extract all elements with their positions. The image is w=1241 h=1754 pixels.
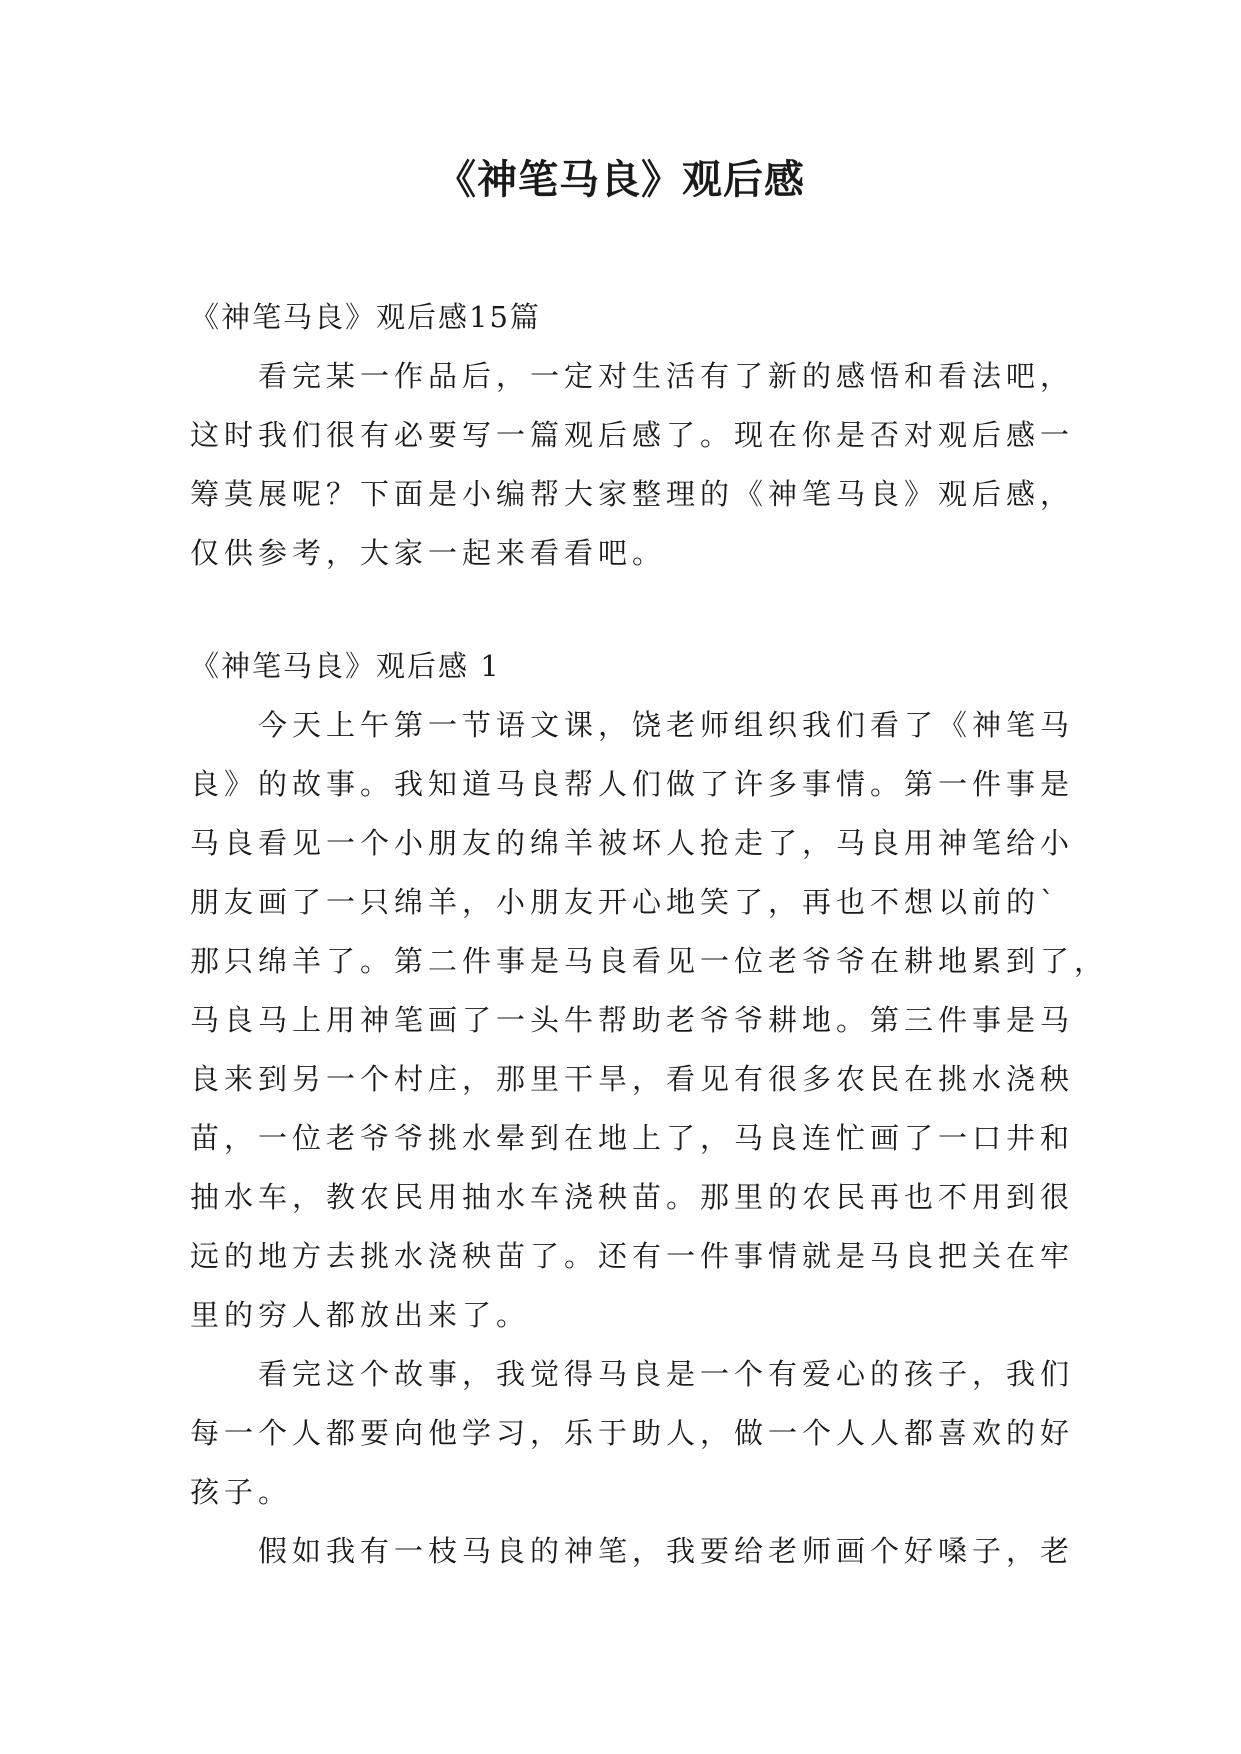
section-heading: 《神笔马良》观后感 1	[190, 649, 501, 683]
document-title: 《神笔马良》观后感	[436, 157, 805, 203]
paragraph-line: 看完这个故事，我觉得马良是一个有爱心的孩子，我们	[258, 1357, 1075, 1391]
document-subtitle: 《神笔马良》观后感15篇	[190, 300, 541, 334]
paragraph-line: 良来到另一个村庄，那里干旱，看见有很多农民在挑水浇秧	[190, 1062, 1075, 1096]
section-gap	[190, 583, 1052, 637]
paragraph-line: 那只绵羊了。第二件事是马良看见一位老爷爷在耕地累到了，	[190, 944, 1109, 978]
paragraph-line: 抽水车，教农民用抽水车浇秧苗。那里的农民再也不用到很	[190, 1180, 1075, 1214]
intro-line: 这时我们很有必要写一篇观后感了。现在你是否对观后感一	[190, 418, 1075, 452]
document-body	[190, 288, 1109, 1581]
paragraph-line: 马良马上用神笔画了一头牛帮助老爷爷耕地。第三件事是马	[190, 1003, 1075, 1037]
intro-line: 仅供参考，大家一起来看看吧。	[190, 536, 667, 570]
paragraph-line: 马良看见一个小朋友的绵羊被坏人抢走了，马良用神笔给小	[190, 826, 1075, 860]
paragraph-line: 远的地方去挑水浇秧苗了。还有一件事情就是马良把关在牢	[190, 1239, 1075, 1273]
intro-paragraph	[190, 347, 1075, 583]
intro-line: 看完某一作品后，一定对生活有了新的感悟和看法吧，	[258, 359, 1075, 393]
paragraph-line: 今天上午第一节语文课，饶老师组织我们看了《神笔马	[258, 708, 1075, 742]
paragraph-line: 苗，一位老爷爷挑水晕到在地上了，马良连忙画了一口井和	[190, 1121, 1075, 1155]
paragraph-3	[190, 1522, 1075, 1581]
paragraph-1	[190, 696, 1109, 1345]
paragraph-2	[190, 1345, 1075, 1522]
paragraph-line: 里的穷人都放出来了。	[190, 1298, 531, 1332]
paragraph-line: 假如我有一枝马良的神笔，我要给老师画个好嗓子，老	[258, 1534, 1075, 1568]
paragraph-line: 朋友画了一只绵羊，小朋友开心地笑了，再也不想以前的`	[190, 885, 1060, 919]
paragraph-line: 孩子。	[190, 1475, 293, 1509]
paragraph-line: 良》的故事。我知道马良帮人们做了许多事情。第一件事是	[190, 767, 1075, 801]
paragraph-line: 每一个人都要向他学习，乐于助人，做一个人人都喜欢的好	[190, 1416, 1075, 1450]
intro-line: 筹莫展呢？下面是小编帮大家整理的《神笔马良》观后感，	[190, 477, 1075, 511]
